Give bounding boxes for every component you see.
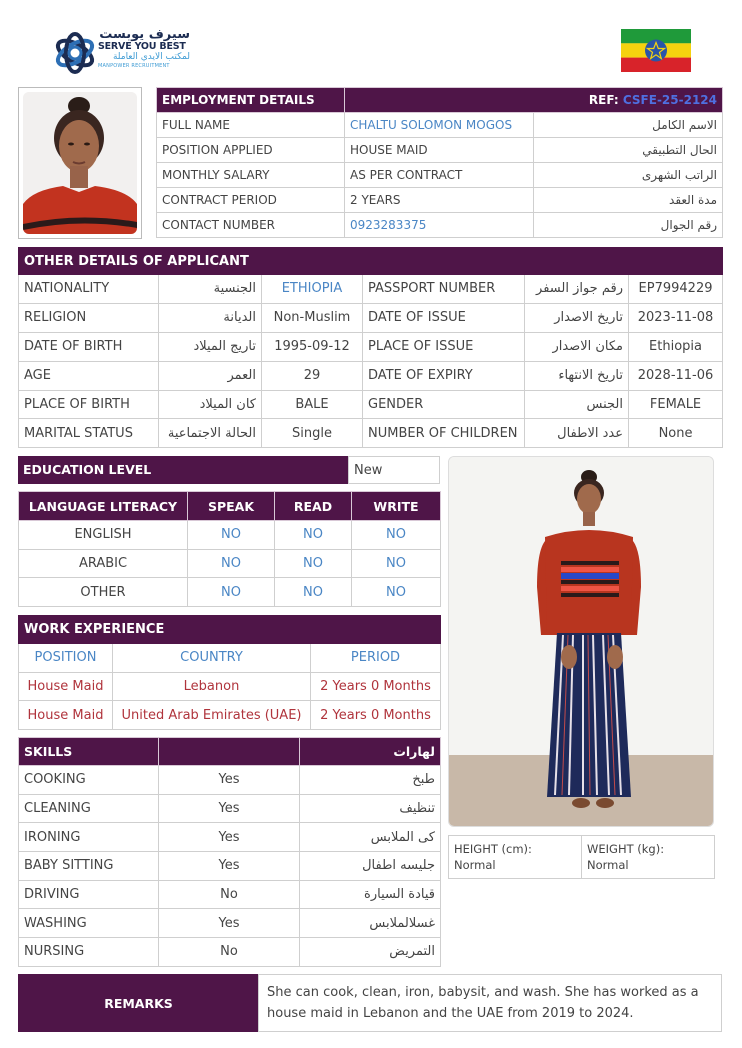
- other-details-table: [18, 247, 723, 448]
- gender-value: FEMALE: [629, 390, 723, 419]
- ref-value: CSFE-25-2124: [622, 93, 717, 107]
- contact-number-value: 0923283375: [345, 213, 534, 238]
- field-label-arabic: الديانة: [159, 303, 262, 332]
- field-label-arabic: الجنس: [525, 390, 629, 419]
- weight-cell: [582, 836, 715, 879]
- skill-value: No: [159, 938, 300, 967]
- table-row: [19, 390, 723, 419]
- field-label: AGE: [19, 361, 159, 390]
- skill-value: No: [159, 880, 300, 909]
- skill-value: Yes: [159, 852, 300, 881]
- logo-english-name: SERVE YOU BEST: [98, 41, 186, 52]
- remarks-label-text: REMARKS: [104, 995, 173, 1011]
- table-row: [19, 938, 441, 967]
- height-label: HEIGHT (cm):: [454, 842, 532, 856]
- nationality-value: ETHIOPIA: [262, 275, 363, 304]
- ethiopia-flag-icon: [621, 29, 691, 72]
- table-row: [157, 213, 723, 238]
- skill-value: Yes: [159, 766, 300, 795]
- column-header: POSITION: [19, 644, 113, 673]
- field-label-arabic: رقم الجوال: [534, 213, 723, 238]
- marital-status-value: Single: [262, 419, 363, 448]
- work-experience-title: WORK EXPERIENCE: [19, 616, 441, 644]
- field-label-arabic: الجنسية: [159, 275, 262, 304]
- field-label: POSITION APPLIED: [157, 138, 345, 163]
- field-label: NUMBER OF CHILDREN: [363, 419, 525, 448]
- language-header-row: [19, 492, 441, 521]
- speak-value: NO: [188, 521, 275, 550]
- field-label-arabic: تاريخ الاصدار: [525, 303, 629, 332]
- height-weight-table: [448, 835, 715, 879]
- skill-name-arabic: طبخ: [300, 766, 441, 795]
- table-row: [19, 880, 441, 909]
- table-row: [157, 188, 723, 213]
- language-name: OTHER: [19, 578, 188, 607]
- place-of-issue-value: Ethiopia: [629, 332, 723, 361]
- table-row: [157, 113, 723, 138]
- field-label-arabic: كان الميلاد: [159, 390, 262, 419]
- weight-label: WEIGHT (kg):: [587, 842, 665, 856]
- field-label: PLACE OF ISSUE: [363, 332, 525, 361]
- table-row: [19, 794, 441, 823]
- field-label-arabic: تاريخ الانتهاء: [525, 361, 629, 390]
- field-label: CONTRACT PERIOD: [157, 188, 345, 213]
- date-of-issue-value: 2023-11-08: [629, 303, 723, 332]
- field-label: PASSPORT NUMBER: [363, 275, 525, 304]
- passport-number-value: EP7994229: [629, 275, 723, 304]
- height-value: Normal: [454, 858, 496, 872]
- portrait-image: [23, 92, 137, 234]
- skill-name: BABY SITTING: [19, 852, 159, 881]
- field-label: FULL NAME: [157, 113, 345, 138]
- company-logo: [52, 27, 190, 78]
- skills-title: SKILLS: [19, 738, 159, 766]
- field-label: RELIGION: [19, 303, 159, 332]
- column-header: COUNTRY: [113, 644, 311, 673]
- skill-name-arabic: كى الملابس: [300, 823, 441, 852]
- skill-name-arabic: التمريض: [300, 938, 441, 967]
- skill-name: NURSING: [19, 938, 159, 967]
- full-name-value: CHALTU SOLOMON MOGOS: [345, 113, 534, 138]
- number-of-children-value: None: [629, 419, 723, 448]
- write-value: NO: [352, 521, 441, 550]
- education-level-value: New: [348, 456, 440, 484]
- position-value: House Maid: [19, 672, 113, 701]
- employment-details-title: EMPLOYMENT DETAILS: [157, 88, 345, 113]
- other-details-title: OTHER DETAILS OF APPLICANT: [19, 248, 723, 275]
- field-label: PLACE OF BIRTH: [19, 390, 159, 419]
- applicant-full-body-photo: [448, 456, 714, 827]
- skills-title-arabic: لهارات: [300, 738, 441, 766]
- field-label: MONTHLY SALARY: [157, 163, 345, 188]
- field-label: DATE OF EXPIRY: [363, 361, 525, 390]
- religion-value: Non-Muslim: [262, 303, 363, 332]
- skill-name-arabic: جليسه اطفال: [300, 852, 441, 881]
- table-row: [19, 823, 441, 852]
- write-value: NO: [352, 549, 441, 578]
- field-label-arabic: تاريج الميلاد: [159, 332, 262, 361]
- column-header: LANGUAGE LITERACY: [19, 492, 188, 521]
- skill-name: WASHING: [19, 909, 159, 938]
- table-row: [19, 852, 441, 881]
- skills-table: [18, 737, 441, 967]
- language-name: ARABIC: [19, 549, 188, 578]
- field-label: MARITAL STATUS: [19, 419, 159, 448]
- work-experience-table: [18, 615, 441, 730]
- field-label: NATIONALITY: [19, 275, 159, 304]
- skill-name-arabic: قيادة السيارة: [300, 880, 441, 909]
- speak-value: NO: [188, 578, 275, 607]
- table-row: [19, 521, 441, 550]
- field-label: DATE OF BIRTH: [19, 332, 159, 361]
- table-row: [19, 275, 723, 304]
- remarks-text: She can cook, clean, iron, babysit, and wash. She has worked as a house maid in Lebanon and the UAE from 2019 to 2024.: [258, 974, 722, 1032]
- field-label-arabic: الحالة الاجتماعية: [159, 419, 262, 448]
- table-row: [19, 303, 723, 332]
- logo-arabic-name: سيرف يوبست: [99, 27, 190, 42]
- monthly-salary-value: AS PER CONTRACT: [345, 163, 534, 188]
- employment-details-table: [156, 87, 723, 238]
- date-of-birth-value: 1995-09-12: [262, 332, 363, 361]
- column-header: READ: [275, 492, 352, 521]
- field-label-arabic: الحال التطبيقي: [534, 138, 723, 163]
- skill-value: Yes: [159, 794, 300, 823]
- table-row: [157, 163, 723, 188]
- work-experience-header-row: [19, 616, 441, 644]
- field-label-arabic: مكان الاصدار: [525, 332, 629, 361]
- field-label: DATE OF ISSUE: [363, 303, 525, 332]
- country-value: Lebanon: [113, 672, 311, 701]
- column-header: WRITE: [352, 492, 441, 521]
- table-row: [19, 419, 723, 448]
- height-cell: [449, 836, 582, 879]
- read-value: NO: [275, 549, 352, 578]
- field-label-arabic: رقم جواز السفر: [525, 275, 629, 304]
- skill-value: Yes: [159, 823, 300, 852]
- skill-name-arabic: غسلالملابس: [300, 909, 441, 938]
- education-level-label: EDUCATION LEVEL: [18, 456, 348, 484]
- table-row: [449, 836, 715, 879]
- reference-cell: [345, 88, 723, 113]
- place-of-birth-value: BALE: [262, 390, 363, 419]
- date-of-expiry-value: 2028-11-06: [629, 361, 723, 390]
- work-column-header-row: [19, 644, 441, 673]
- field-label: GENDER: [363, 390, 525, 419]
- read-value: NO: [275, 521, 352, 550]
- logo-knot-icon: [52, 29, 98, 77]
- skill-name: DRIVING: [19, 880, 159, 909]
- period-value: 2 Years 0 Months: [311, 672, 441, 701]
- skill-value: Yes: [159, 909, 300, 938]
- skill-name-arabic: تنظيف: [300, 794, 441, 823]
- table-row: [19, 578, 441, 607]
- logo-english-tagline: MANPOWER RECRUITMENT: [98, 63, 170, 69]
- position-applied-value: HOUSE MAID: [345, 138, 534, 163]
- field-label-arabic: الاسم الكامل: [534, 113, 723, 138]
- field-label-arabic: عدد الاطفال: [525, 419, 629, 448]
- skills-header-row: [19, 738, 441, 766]
- skills-header-blank: [159, 738, 300, 766]
- table-row: [19, 332, 723, 361]
- period-value: 2 Years 0 Months: [311, 701, 441, 730]
- table-row: [19, 361, 723, 390]
- applicant-portrait-photo: [18, 87, 142, 239]
- column-header: SPEAK: [188, 492, 275, 521]
- language-literacy-table: [18, 491, 441, 607]
- age-value: 29: [262, 361, 363, 390]
- table-row: [19, 549, 441, 578]
- field-label-arabic: الراتب الشهرى: [534, 163, 723, 188]
- position-value: House Maid: [19, 701, 113, 730]
- employment-header-row: [157, 88, 723, 113]
- other-details-header-row: [19, 248, 723, 275]
- field-label-arabic: مدة العقد: [534, 188, 723, 213]
- speak-value: NO: [188, 549, 275, 578]
- read-value: NO: [275, 578, 352, 607]
- table-row: [19, 672, 441, 701]
- full-body-image: [449, 457, 714, 827]
- skill-name: IRONING: [19, 823, 159, 852]
- language-name: ENGLISH: [19, 521, 188, 550]
- skill-name: COOKING: [19, 766, 159, 795]
- table-row: [19, 701, 441, 730]
- field-label: CONTACT NUMBER: [157, 213, 345, 238]
- logo-arabic-tagline: لمكتب الايدي العاملة: [112, 52, 190, 62]
- table-row: [19, 766, 441, 795]
- contract-period-value: 2 YEARS: [345, 188, 534, 213]
- write-value: NO: [352, 578, 441, 607]
- ref-label: REF:: [588, 93, 619, 107]
- field-label-arabic: العمر: [159, 361, 262, 390]
- weight-value: Normal: [587, 858, 629, 872]
- remarks-label: [18, 974, 259, 1032]
- table-row: [19, 909, 441, 938]
- column-header: PERIOD: [311, 644, 441, 673]
- skill-name: CLEANING: [19, 794, 159, 823]
- country-value: United Arab Emirates (UAE): [113, 701, 311, 730]
- table-row: [157, 138, 723, 163]
